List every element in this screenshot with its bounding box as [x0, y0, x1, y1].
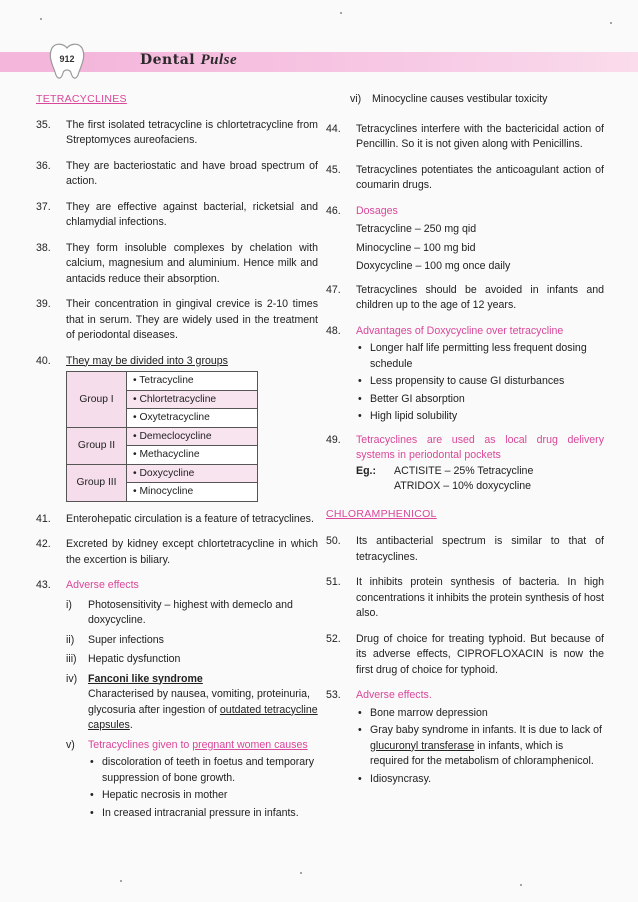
drug-cell: • Chlortetracycline: [127, 391, 257, 410]
table-row: [67, 464, 258, 501]
list-item: • Bone marrow depression: [358, 706, 488, 719]
drug-cell: • Demeclocycline: [127, 428, 257, 447]
speckle: [340, 12, 342, 14]
item-35: 35. The first isolated tetracycline is chlortetracycline from Streptomyces aureofaciens.: [36, 118, 318, 146]
eg-label: Eg.:: [356, 464, 377, 477]
speckle: [120, 880, 122, 882]
dosage-line: Tetracycline – 250 mg qid: [356, 223, 477, 235]
list-item: • In creased intracranial pressure in infants.: [90, 806, 299, 819]
list-item: • Hepatic necrosis in mother: [90, 789, 228, 801]
item-37: 37. They are effective against bacterial, ricketsial and chlamydial infections.: [36, 200, 318, 228]
tetracycline-groups-table: [66, 371, 258, 502]
adverse-effect-iii: iii) Hepatic dysfunction: [66, 653, 181, 665]
item-43: 43. Adverse effects: [36, 579, 139, 591]
adverse-effect-i: i) Photosensitivity – highest with demeclo and doxycycline.: [66, 598, 293, 626]
item-41: 41. Enterohepatic circulation is a feature of tetracyclines.: [36, 512, 314, 525]
page-header: [0, 40, 638, 84]
chloramphenicol-adverse-list: [326, 706, 604, 788]
dosage-line: Doxycycline – 100 mg once daily: [356, 260, 511, 272]
section-heading-chloramphenicol: CHLORAMPHENICOL: [326, 507, 437, 520]
examples: [326, 464, 604, 495]
table-row: [67, 372, 258, 428]
list-item: • Longer half life permitting less frequent dosing schedule: [358, 342, 587, 370]
advantages-list: [326, 341, 604, 425]
table-row: [67, 427, 258, 464]
list-item: • High lipid solubility: [358, 410, 458, 422]
list-item: • Idiosyncrasy.: [358, 772, 432, 785]
adverse-effects-list: [36, 598, 318, 822]
brand-title: [140, 52, 237, 69]
list-item: • Better GI absorption: [358, 392, 465, 405]
left-column: [36, 92, 318, 821]
item-39: 39. Their concentration in gingival crevice is 2-10 times that in serum. They are widely used in the treatment of periodontal diseases.: [36, 298, 318, 341]
speckle: [520, 884, 522, 886]
item-51: 51. It inhibits protein synthesis of bacteria. In high concentrations it inhibits the protein synthesis of host also.: [326, 576, 604, 619]
list-item: • Gray baby syndrome in infants. It is due to lack of glucuronyl transferase in infants, which is required for the metabolism of chloramphenicol.: [358, 724, 602, 767]
right-column: [326, 92, 604, 787]
section-heading-tetracyclines: TETRACYCLINES: [36, 93, 127, 105]
example-line: ACTISITE – 25% Tetracycline: [394, 464, 534, 477]
adverse-effect-iv: iv) Fanconi like syndrome Characterised by nausea, vomiting, proteinuria, glycosuria after ingestion of outdated tetracycline capsules.: [66, 672, 318, 731]
item-52: 52. Drug of choice for treating typhoid. But because of its adverse effects, CIPROFLOXACIN is now the first drug of choice for typhoid.: [326, 632, 604, 676]
group-name: Group III: [67, 464, 127, 501]
item-46: 46. Dosages: [326, 204, 398, 217]
group-name: Group II: [67, 427, 127, 464]
dosage-line: Minocycline – 100 mg bid: [356, 241, 476, 254]
drug-cell: • Doxycycline: [127, 465, 257, 484]
item-47: 47. Tetracyclines should be avoided in infants and children up to the age of 12 years.: [326, 283, 604, 311]
item-53: 53. Adverse effects.: [326, 689, 432, 701]
drug-cell: • Methacycline: [133, 449, 200, 460]
drug-cell: • Minocycline: [133, 486, 194, 497]
brand-name: Dental: [140, 52, 196, 68]
adverse-effect-ii: ii) Super infections: [66, 633, 164, 646]
item-48: 48. Advantages of Doxycycline over tetracycline: [326, 324, 564, 337]
speckle: [40, 18, 42, 20]
list-item: • Less propensity to cause GI disturbances: [358, 375, 565, 387]
item-44: 44. Tetracyclines interfere with the bactericidal action of Pencillin. So it is not given along with Penicillins.: [326, 122, 604, 150]
drug-cell: • Oxytetracycline: [133, 412, 210, 423]
list-item: • discoloration of teeth in foetus and temporary suppression of bone growth.: [90, 756, 314, 784]
page-number: 912: [59, 54, 75, 64]
dosages-list: [326, 222, 604, 275]
group-name: Group I: [67, 372, 127, 428]
speckle: [610, 22, 612, 24]
adverse-effect-vi: vi) Minocycline causes vestibular toxicity: [350, 93, 548, 105]
brand-name-italic: Pulse: [200, 52, 238, 68]
item-36: 36. They are bacteriostatic and have broad spectrum of action.: [36, 159, 318, 187]
example-line: ATRIDOX – 10% doxycycline: [394, 480, 531, 492]
item-50: 50. Its antibacterial spectrum is similar to that of tetracyclines.: [326, 535, 604, 563]
item-45: 45. Tetracyclines potentiates the anticoagulant action of coumarin drugs.: [326, 163, 604, 191]
adverse-effect-v: v) Tetracyclines given to pregnant women causes • discoloration of teeth in foetus and temporary suppression of bone growth. • Hepatic necrosis in mother • In creased intracranial pressure in infants.: [62, 738, 318, 822]
item-40: 40. They may be divided into 3 groups: [36, 354, 228, 367]
item-42: 42. Excreted by kidney except chlortetracycline in which the excertion is biliary.: [36, 538, 318, 566]
drug-cell: • Tetracycline: [127, 372, 257, 391]
item-49: 49. Tetracyclines are used as local drug delivery systems in periodontal pockets: [326, 433, 604, 461]
fanconi-title: Fanconi like syndrome: [88, 672, 203, 685]
speckle: [300, 872, 302, 874]
item-38: 38. They form insoluble complexes by chelation with calcium, magnesium and aluminium. Hence milk and antacids reduce their absorption.: [36, 241, 318, 285]
